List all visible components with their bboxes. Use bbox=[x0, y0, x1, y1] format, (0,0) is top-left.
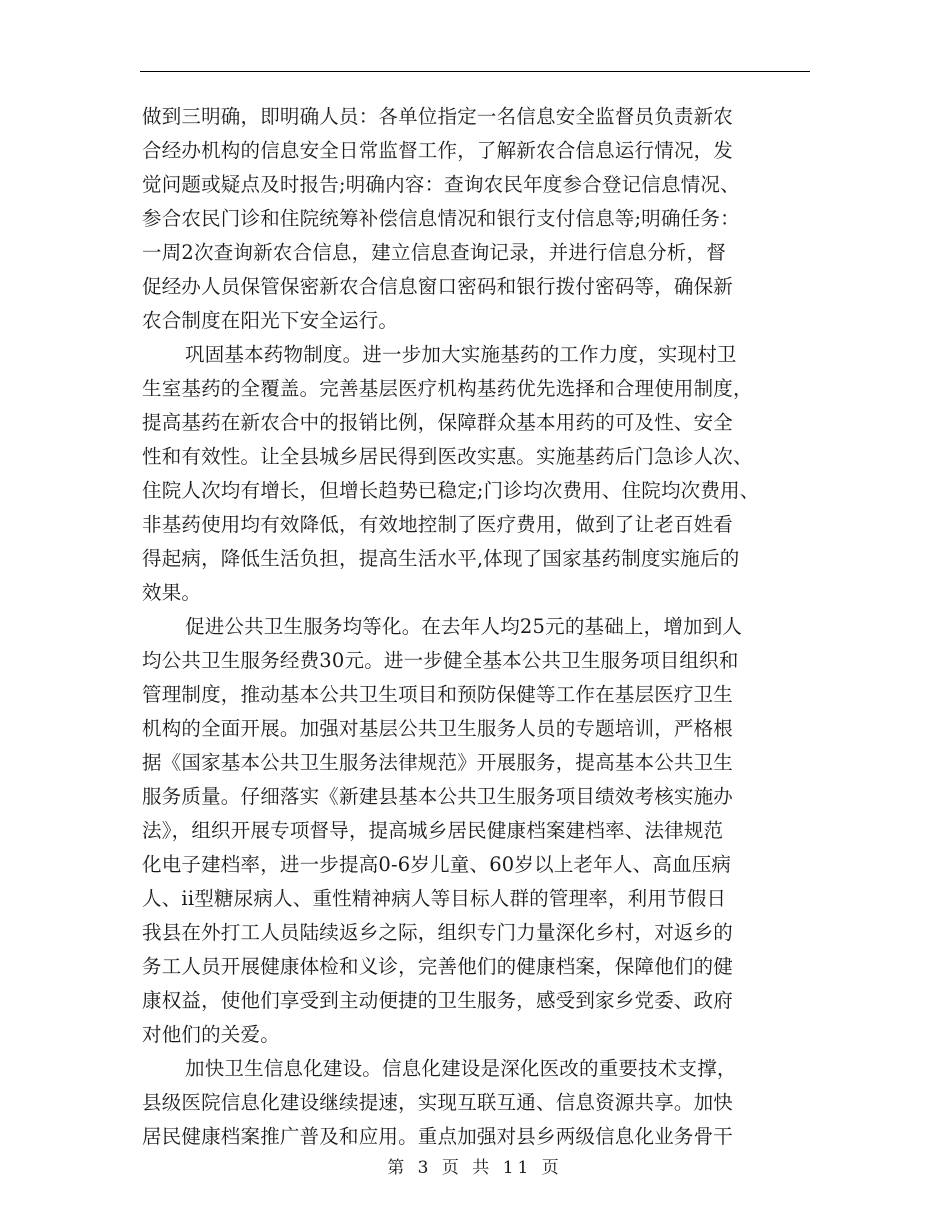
page-number-footer: 第 3 页 共 11 页 bbox=[387, 1158, 563, 1178]
text-line: 服务质量。仔细落实《新建县基本公共卫生服务项目绩效考核实施办 bbox=[142, 785, 734, 808]
text-line: 住院人次均有增长，但增长趋势已稳定;门诊均次费用、住院均次费用、 bbox=[142, 479, 760, 502]
text-line: 康权益，使他们享受到主动便捷的卫生服务，感受到家乡党委、政府 bbox=[142, 989, 734, 1012]
text-line: 居民健康档案推广普及和应用。重点加强对县乡两级信息化业务骨干 bbox=[142, 1125, 734, 1148]
paragraph-start-line: 加快卫生信息化建设。信息化建设是深化医改的重要技术支撑， bbox=[185, 1057, 737, 1080]
text-line: 我县在外打工人员陆续返乡之际，组织专门力量深化乡村，对返乡的 bbox=[142, 921, 734, 944]
text-line: 据《国家基本公共卫生服务法律规范》开展服务，提高基本公共卫生 bbox=[142, 751, 734, 774]
text-line: 机构的全面开展。加强对基层公共卫生服务人员的专题培训，严格根 bbox=[142, 717, 734, 740]
text-line: 生室基药的全覆盖。完善基层医疗机构基药优先选择和合理使用制度， bbox=[142, 377, 753, 400]
text-line: 法》，组织开展专项督导，提高城乡居民健康档案建档率、法律规范 bbox=[142, 819, 724, 842]
paragraph-start-line: 促进公共卫生服务均等化。在去年人均25元的基础上，增加到人 bbox=[185, 615, 743, 638]
text-line: 对他们的关爱。 bbox=[142, 1023, 280, 1046]
text-line: 管理制度，推动基本公共卫生项目和预防保健等工作在基层医疗卫生 bbox=[142, 683, 734, 706]
text-line: 一周2次查询新农合信息，建立信息查询记录，并进行信息分析，督 bbox=[142, 241, 726, 264]
paragraph-start-line: 巩固基本药物制度。进一步加大实施基药的工作力度，实现村卫 bbox=[185, 343, 737, 366]
text-line: 合经办机构的信息安全日常监督工作，了解新农合信息运行情况，发 bbox=[142, 139, 734, 162]
text-line: 均公共卫生服务经费30元。进一步健全基本公共卫生服务项目组织和 bbox=[142, 649, 739, 672]
text-line: 化电子建档率，进一步提高0-6岁儿童、60岁以上老年人、高血压病 bbox=[142, 853, 732, 876]
text-line: 非基药使用均有效降低，有效地控制了医疗费用，做到了让老百姓看 bbox=[142, 513, 734, 536]
header-rule bbox=[140, 71, 810, 72]
text-line: 得起病，降低生活负担，提高生活水平,体现了国家基药制度实施后的 bbox=[142, 547, 740, 570]
text-line: 促经办人员保管保密新农合信息窗口密码和银行拨付密码等，确保新 bbox=[142, 275, 734, 298]
text-line: 人、ii型糖尿病人、重性精神病人等目标人群的管理率，利用节假日 bbox=[142, 887, 727, 910]
text-line: 县级医院信息化建设继续提速，实现互联互通、信息资源共享。加快 bbox=[142, 1091, 734, 1114]
text-line: 提高基药在新农合中的报销比例，保障群众基本用药的可及性、安全 bbox=[142, 411, 734, 434]
text-line: 效果。 bbox=[142, 581, 202, 604]
text-line: 性和有效性。让全县城乡居民得到医改实惠。实施基药后门急诊人次、 bbox=[142, 445, 753, 468]
text-line: 觉问题或疑点及时报告;明确内容：查询农民年度参合登记信息情况、 bbox=[142, 173, 740, 196]
text-line: 做到三明确，即明确人员：各单位指定一名信息安全监督员负责新农 bbox=[142, 105, 734, 128]
text-line: 农合制度在阳光下安全运行。 bbox=[142, 309, 399, 332]
document-body bbox=[142, 100, 832, 1154]
text-line: 务工人员开展健康体检和义诊，完善他们的健康档案，保障他们的健 bbox=[142, 955, 734, 978]
text-line: 参合农民门诊和住院统筹补偿信息情况和银行支付信息等;明确任务： bbox=[142, 207, 740, 230]
